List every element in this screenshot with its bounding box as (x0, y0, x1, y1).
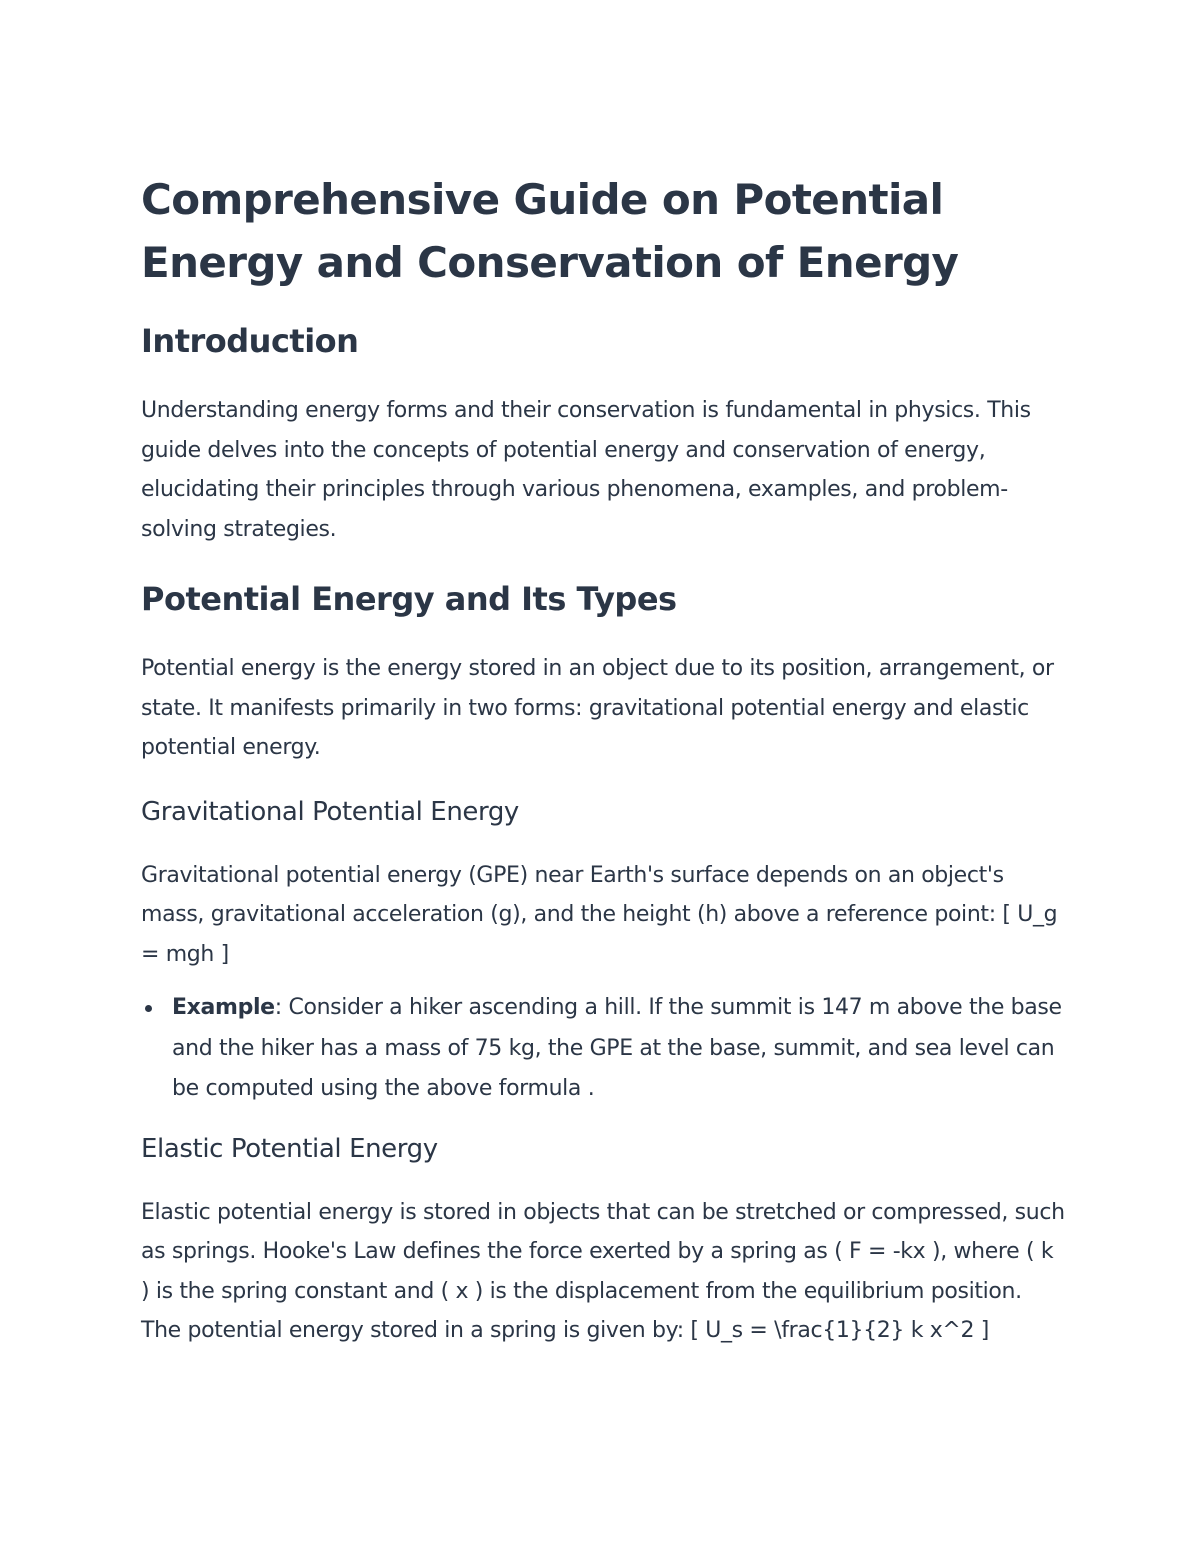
subsection-heading-gravitational: Gravitational Potential Energy (141, 796, 519, 827)
document-body (141, 168, 1066, 1351)
subsection-heading-elastic: Elastic Potential Energy (141, 1133, 438, 1164)
introduction-paragraph: Understanding energy forms and their conservation is fundamental in physics. This guide delves into the concepts of potential energy and conservation of energy, elucidating their principles through various phenomena, examples, and problem-solving strategies. (141, 398, 1031, 542)
example-list (141, 988, 1066, 1110)
potential-energy-paragraph: Potential energy is the energy stored in an object due to its position, arrangement, or state. It manifests primarily in two forms: gravitational potential energy and elastic potential energy. (141, 656, 1054, 760)
bullet-icon (145, 1005, 152, 1012)
elastic-paragraph: Elastic potential energy is stored in objects that can be stretched or compressed, such as springs. Hooke's Law defines the force exerted by a spring as ( F = -kx ), where ( k ) is the spring constant and ( x ) is the displacement from the equilibrium position. The potential energy stored in a spring is given by: [ U_s = \frac{1}{2} k x^2 ] (141, 1199, 1065, 1343)
list-item (141, 988, 1072, 1110)
section-heading-introduction: Introduction (141, 322, 359, 360)
section-heading-potential-energy: Potential Energy and Its Types (141, 580, 677, 618)
page-title: Comprehensive Guide on Potential Energy and Conservation of Energy (141, 175, 959, 287)
gravitational-paragraph: Gravitational potential energy (GPE) near Earth's surface depends on an object's mass, gravitational acceleration (g), and the height (h) above a reference point: [ U_g = mgh ] (141, 862, 1058, 967)
example-label: Example (172, 995, 275, 1020)
example-text: : Consider a hiker ascending a hill. If the summit is 147 m above the base and the hiker has a mass of 75 kg, the GPE at the base, summit, and sea level can be computed using the above formula . (172, 995, 1062, 1101)
